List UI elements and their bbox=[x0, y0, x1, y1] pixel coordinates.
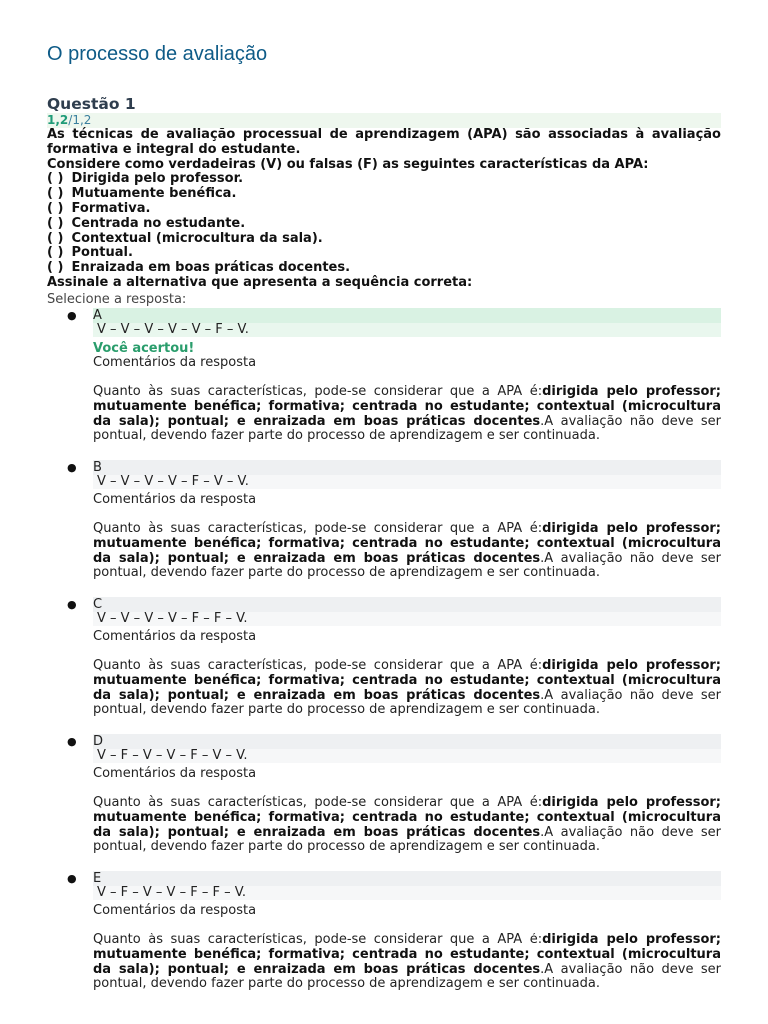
comment-intro: Quanto às suas características, pode-se considerar que a APA é: bbox=[93, 795, 543, 810]
bullet-icon: ● bbox=[67, 735, 77, 748]
score-obtained: 1,2 bbox=[47, 113, 69, 127]
comment-label: Comentários da resposta bbox=[93, 766, 257, 781]
comment-tail: .A avaliação não deve ser pontual, devendo fazer parte do processo de aprendizagem e ser continuada. bbox=[93, 413, 721, 444]
bullet-icon: ● bbox=[67, 309, 77, 322]
comment-text bbox=[93, 933, 721, 1023]
comment-bold: dirigida pelo professor; mutuamente benéfica; formativa; centrada no estudante; contextual (microcultura da sala); pontual; e enraizada em boas práticas docentes bbox=[93, 795, 721, 840]
option-sequence-text: V – F – V – V – F – V – V. bbox=[97, 748, 248, 763]
stem-item-text: Formativa. bbox=[71, 200, 151, 216]
comment-text bbox=[93, 796, 721, 855]
comment-tail: .A avaliação não deve ser pontual, devendo fazer parte do processo de aprendizagem e ser continuada. bbox=[93, 550, 721, 581]
comment-text bbox=[93, 385, 721, 444]
bullet-icon: ● bbox=[67, 872, 77, 885]
option-letter[interactable]: D bbox=[93, 734, 721, 749]
comment-intro: Quanto às suas características, pode-se considerar que a APA é: bbox=[93, 521, 543, 536]
item-parenthesis: ( ) bbox=[47, 200, 64, 216]
item-parenthesis: ( ) bbox=[47, 230, 64, 246]
stem-item bbox=[47, 217, 721, 232]
stem-item-text: Pontual. bbox=[71, 245, 133, 261]
comment-label: Comentários da resposta bbox=[93, 492, 257, 507]
option-letter[interactable]: E bbox=[93, 871, 721, 886]
comment-text bbox=[93, 522, 721, 581]
stem-item bbox=[47, 261, 721, 276]
comment-label: Comentários da resposta bbox=[93, 629, 257, 644]
option-letter[interactable]: A bbox=[93, 308, 721, 323]
item-parenthesis: ( ) bbox=[47, 186, 64, 202]
score-max: 1,2 bbox=[72, 113, 92, 127]
option-letter[interactable]: B bbox=[93, 460, 721, 475]
select-answer-label: Selecione a resposta: bbox=[47, 292, 187, 307]
stem-item bbox=[47, 246, 721, 261]
option-sequence[interactable] bbox=[93, 612, 721, 626]
stem-item bbox=[47, 172, 721, 187]
stem-item bbox=[47, 202, 721, 217]
bullet-icon: ● bbox=[67, 461, 77, 474]
item-parenthesis: ( ) bbox=[47, 260, 64, 276]
question-stem bbox=[47, 128, 721, 291]
comment-intro: Quanto às suas características, pode-se considerar que a APA é: bbox=[93, 384, 543, 399]
comment-label: Comentários da resposta bbox=[93, 903, 257, 918]
item-parenthesis: ( ) bbox=[47, 171, 64, 187]
correct-feedback: Você acertou! bbox=[93, 341, 195, 356]
option-sequence[interactable] bbox=[93, 749, 721, 763]
comment-bold: dirigida pelo professor; mutuamente benéfica; formativa; centrada no estudante; contextual (microcultura da sala); pontual; e enraizada em boas práticas docentes bbox=[93, 521, 721, 566]
bullet-icon: ● bbox=[67, 598, 77, 611]
stem-item bbox=[47, 232, 721, 247]
comment-label: Comentários da resposta bbox=[93, 355, 257, 370]
option-sequence[interactable] bbox=[93, 886, 721, 900]
stem-item-text: Enraizada em boas práticas docentes. bbox=[71, 260, 351, 276]
stem-instruction: Considere como verdadeiras (V) ou falsas (F) as seguintes características da APA: bbox=[47, 156, 649, 172]
option-sequence-text: V – F – V – V – F – F – V. bbox=[97, 885, 247, 900]
comment-bold: dirigida pelo professor; mutuamente benéfica; formativa; centrada no estudante; contextual (microcultura da sala); pontual; e enraizada em boas práticas docentes bbox=[93, 384, 721, 429]
page-title: O processo de avaliação bbox=[47, 43, 268, 65]
comment-tail: .A avaliação não deve ser pontual, devendo fazer parte do processo de aprendizagem e ser continuada. bbox=[93, 687, 721, 718]
item-parenthesis: ( ) bbox=[47, 215, 64, 231]
comment-tail: .A avaliação não deve ser pontual, devendo fazer parte do processo de aprendizagem e ser continuada. bbox=[93, 961, 721, 992]
stem-item-text: Mutuamente benéfica. bbox=[71, 186, 237, 202]
stem-item-text: Dirigida pelo professor. bbox=[71, 171, 244, 187]
comment-tail: .A avaliação não deve ser pontual, devendo fazer parte do processo de aprendizagem e ser continuada. bbox=[93, 824, 721, 855]
comment-intro: Quanto às suas características, pode-se considerar que a APA é: bbox=[93, 658, 543, 673]
item-parenthesis: ( ) bbox=[47, 245, 64, 261]
comment-text bbox=[93, 659, 721, 718]
comment-intro: Quanto às suas características, pode-se considerar que a APA é: bbox=[93, 933, 543, 947]
stem-item-text: Centrada no estudante. bbox=[71, 215, 246, 231]
option-sequence[interactable] bbox=[93, 475, 721, 489]
option-letter[interactable]: C bbox=[93, 597, 721, 612]
stem-item-text: Contextual (microcultura da sala). bbox=[71, 230, 323, 246]
stem-intro: As técnicas de avaliação processual de aprendizagem (APA) são associadas à avaliação formativa e integral do estudante. bbox=[47, 127, 721, 157]
score-separator: / bbox=[68, 113, 73, 127]
comment-bold: dirigida pelo professor; mutuamente benéfica; formativa; centrada no estudante; contextual (microcultura da sala); pontual; e enraizada em boas práticas docentes bbox=[93, 933, 721, 977]
question-title: Questão 1 bbox=[47, 95, 136, 113]
stem-item bbox=[47, 187, 721, 202]
question-score bbox=[47, 113, 721, 128]
option-sequence-text: V – V – V – V – V – F – V. bbox=[97, 322, 249, 337]
option-sequence-text: V – V – V – V – F – F – V. bbox=[97, 611, 248, 626]
comment-bold: dirigida pelo professor; mutuamente benéfica; formativa; centrada no estudante; contextual (microcultura da sala); pontual; e enraizada em boas práticas docentes bbox=[93, 658, 721, 703]
option-sequence-text: V – V – V – V – F – V – V. bbox=[97, 474, 249, 489]
stem-closing: Assinale a alternativa que apresenta a sequência correta: bbox=[47, 274, 473, 290]
option-sequence[interactable] bbox=[93, 323, 721, 337]
